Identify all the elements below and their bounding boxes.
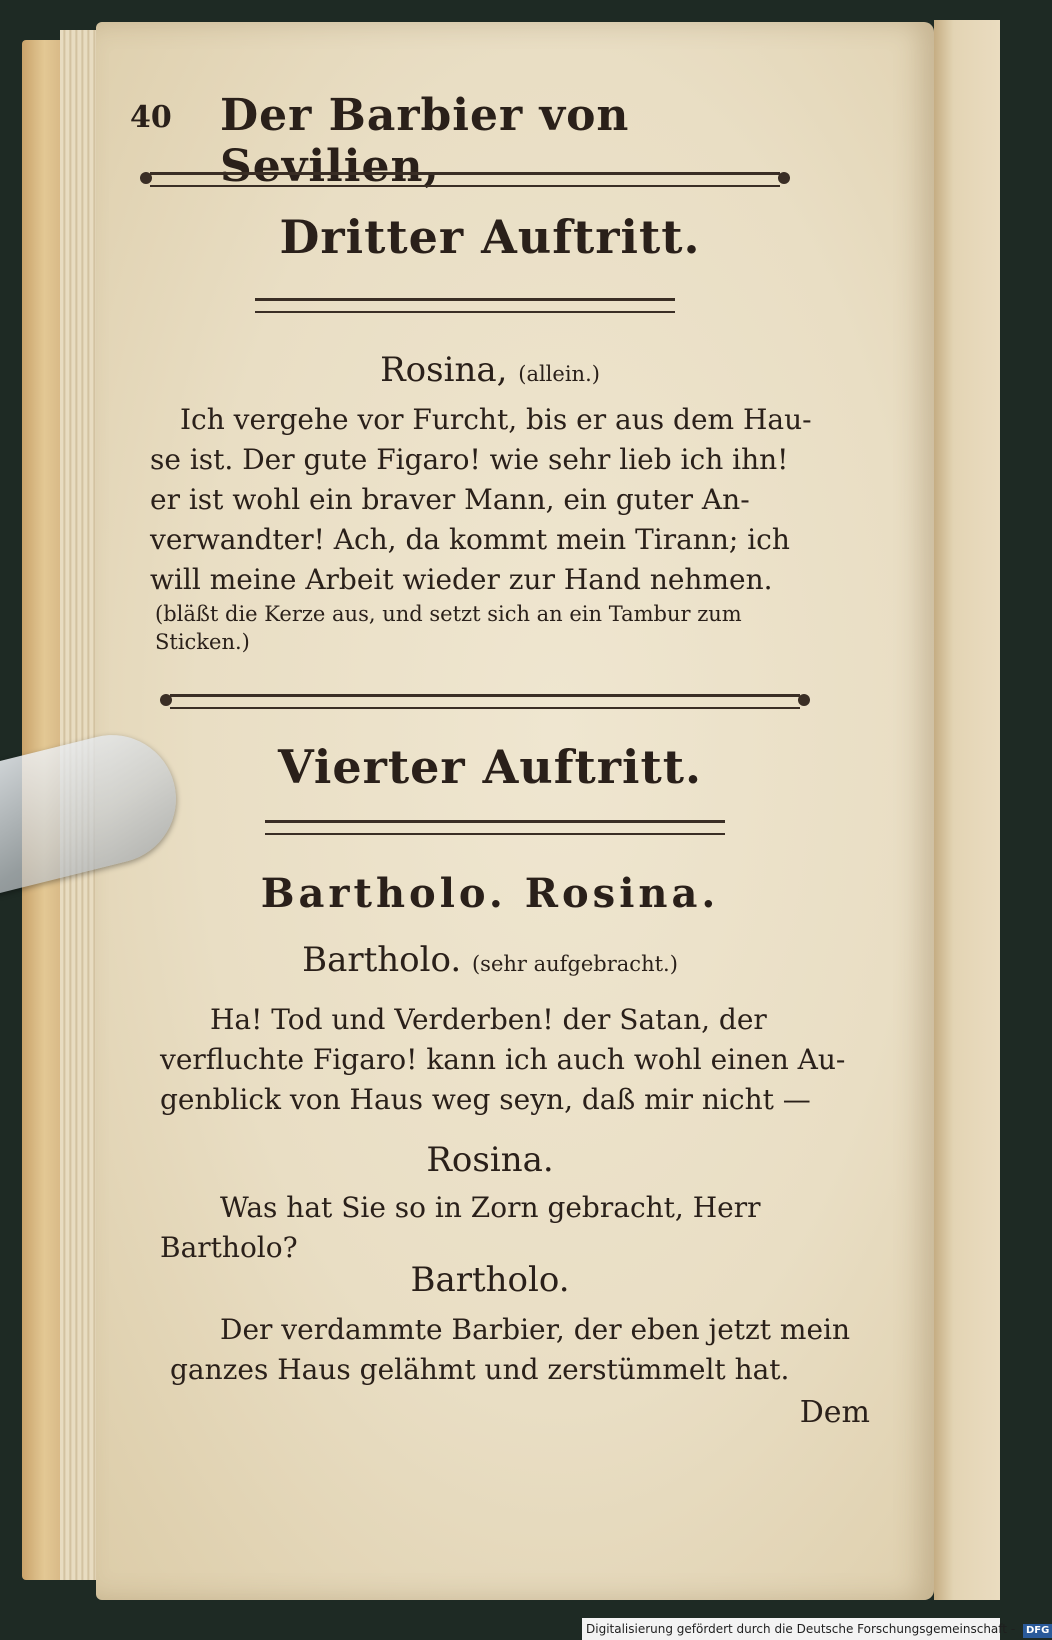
speech-bartholo-2 <box>170 1310 860 1390</box>
facing-page-edge <box>934 20 1000 1600</box>
digitization-footer <box>582 1618 1050 1640</box>
ornamental-rule <box>170 694 800 709</box>
text-line: se ist. Der gute Figaro! wie sehr lieb ich ihn! <box>150 443 789 476</box>
heading-rule <box>255 298 675 313</box>
catchword: Dem <box>799 1395 870 1430</box>
cast-list: Bartholo. Rosina. <box>260 870 720 917</box>
text-line: Der verdammte Barbier, der eben jetzt mein <box>220 1313 851 1346</box>
text-line: ganzes Haus gelähmt und zerstümmelt hat. <box>170 1353 790 1386</box>
page-number: 40 <box>130 100 172 135</box>
text-line: er ist wohl ein braver Mann, ein guter An- <box>150 483 750 516</box>
speaker-bartholo-2: Bartholo. <box>410 1260 570 1300</box>
text-line: will meine Arbeit wieder zur Hand nehmen. <box>150 563 773 596</box>
speaker-rosina <box>130 350 850 390</box>
text-line: Bartholo? <box>160 1231 298 1264</box>
stage-direction <box>155 600 845 656</box>
stage-direction-line: Sticken.) <box>155 630 250 654</box>
text-line: Ich vergehe vor Furcht, bis er aus dem Hau- <box>180 403 812 436</box>
speaker-bartholo <box>130 940 850 980</box>
dfg-logo: DFG <box>1023 1624 1052 1638</box>
speaker-note: (sehr aufgebracht.) <box>471 952 678 976</box>
stage-direction-line: (bläßt die Kerze aus, und setzt sich an ein Tambur zum <box>155 602 742 626</box>
speaker-name: Rosina, <box>380 350 508 390</box>
speech-rosina-2 <box>160 1188 850 1268</box>
speaker-rosina-2: Rosina. <box>426 1140 554 1180</box>
speaker-name: Bartholo. <box>302 940 462 980</box>
text-line: Ha! Tod und Verderben! der Satan, der <box>210 1003 767 1036</box>
running-title: Der Barbier von Sevilien, <box>220 90 630 192</box>
speaker-note: (allein.) <box>518 362 600 386</box>
text-line: genblick von Haus weg seyn, daß mir nicht — <box>160 1083 811 1116</box>
text-line: verwandter! Ach, da kommt mein Tirann; ich <box>150 523 790 556</box>
scene-heading-4: Vierter Auftritt. <box>277 740 702 794</box>
speech-rosina <box>150 400 830 600</box>
footer-text: Digitalisierung gefördert durch die Deutsche Forschungsgemeinschaft - <box>586 1622 1016 1636</box>
ornamental-rule <box>150 172 780 187</box>
text-line: verfluchte Figaro! kann ich auch wohl einen Au- <box>160 1043 846 1076</box>
heading-rule <box>265 820 725 835</box>
page-header <box>130 90 850 192</box>
speech-bartholo-1 <box>160 1000 850 1120</box>
scene-heading-3: Dritter Auftritt. <box>279 210 701 264</box>
text-line: Was hat Sie so in Zorn gebracht, Herr <box>220 1191 761 1224</box>
